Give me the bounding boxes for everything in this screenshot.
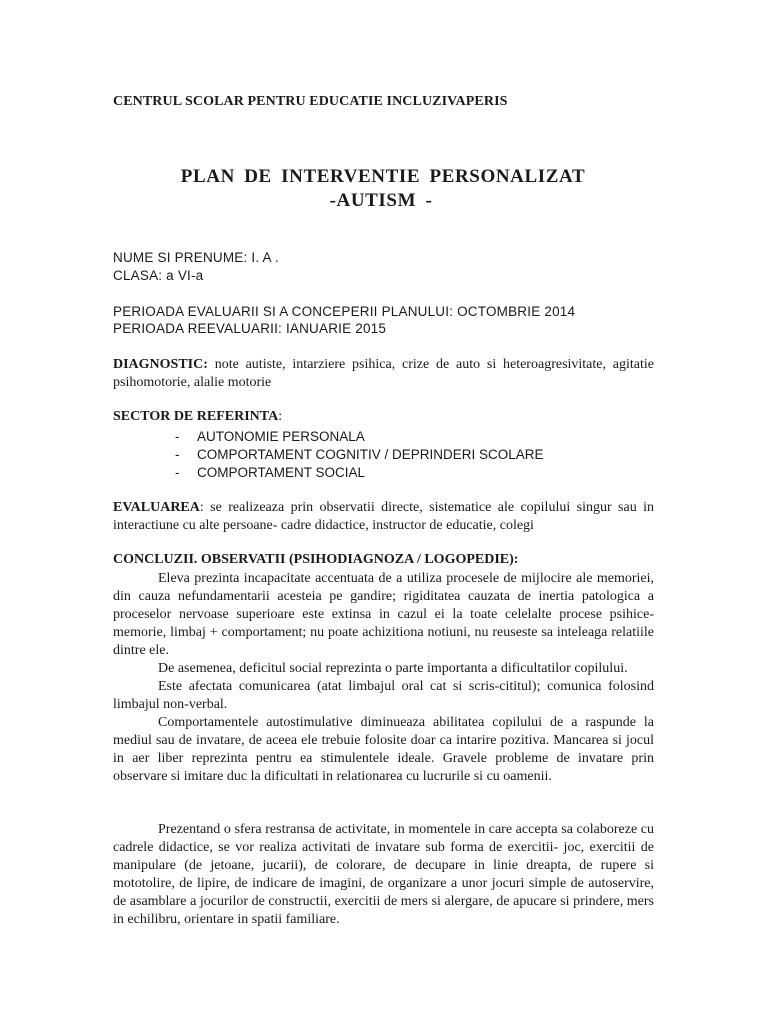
list-item: - COMPORTAMENT COGNITIV / DEPRINDERI SCOLARE (175, 447, 544, 462)
conclusion-paragraph: De asemenea, deficitul social reprezinta o parte importanta a dificultatilor copilului. (158, 661, 628, 676)
document-subtitle: -AUTISM - (329, 190, 433, 211)
conclusion-paragraph: Comportamentele autostimulative diminueaza abilitatea copilului de a raspunde la mediul sau de invatare, de aceea ele trebuie folosite doar ca intarire pozitiva. Mancarea si jocul in aer liber reprezinta pentru ea stimulentele ideale. Gravele probleme de invatare prin observare si imitare duc la dificultati in relationarea cu lucrurile si cu oamenii. (113, 715, 654, 784)
student-name-line: NUME SI PRENUME: I. A . (113, 250, 279, 265)
evaluation-label: EVALUAREA (113, 500, 200, 515)
list-item: - COMPORTAMENT SOCIAL (175, 465, 366, 480)
sector-item-autonomy: AUTONOMIE PERSONALA (197, 429, 365, 444)
conclusions-body (113, 570, 654, 786)
sector-item-social: COMPORTAMENT SOCIAL (197, 465, 366, 480)
sector-item-cognitive: COMPORTAMENT COGNITIV / DEPRINDERI SCOLARE (197, 447, 544, 462)
list-item: - AUTONOMIE PERSONALA (175, 429, 365, 444)
activities-section (113, 821, 654, 929)
conclusion-paragraph: Este afectata comunicarea (atat limbajul oral cat si scris-cititul); comunica folosind limbajul non-verbal. (113, 679, 654, 712)
conclusions-heading: CONCLUZII. OBSERVATII (PSIHODIAGNOZA / LOGOPEDIE): (113, 552, 519, 567)
sector-label-suffix: : (278, 409, 283, 424)
sector-list (175, 428, 544, 482)
conclusion-paragraph: Eleva prezinta incapacitate accentuata de a utiliza procesele de mijlocire ale memoriei, din cauza nefundamentarii acesteia pe gandire; rigiditatea cauzata de inertia patologica a proceselor nervoase superioare este extinsa in cazul ei la toate celelalte procese psihice- memorie, limbaj + comportament; nu poate achizitiona notiuni, nu reuseste sa inteleaga relatiile dintre ele. (113, 571, 654, 658)
diagnostic-section (113, 356, 654, 392)
evaluation-section (113, 499, 654, 535)
school-name: CENTRUL SCOLAR PENTRU EDUCATIE INCLUZIVAPERIS (113, 94, 508, 109)
sector-label: SECTOR DE REFERINTA (113, 409, 279, 424)
reevaluation-period-line: PERIOADA REEVALUARII: IANUARIE 2015 (113, 321, 387, 336)
activities-paragraph: Prezentand o sfera restransa de activitate, in momentele in care accepta sa colaboreze cu cadrele didactice, se vor realiza activitati de invatare sub forma de exercitii- joc, exercitii de manipulare (de jetoane, jucarii), de colorare, de decupare in linie dreapta, de rupere si mototolire, de lipire, de indicare de imagini, de organizare a unor jocuri simple de autoservire, de asamblare a jocurilor de constructii, exercitii de mers si alergare, de apucare si prindere, mers in echilibru, orientare in spatii familiare. (113, 822, 654, 927)
sector-heading (113, 408, 282, 426)
diagnostic-label: DIAGNOSTIC: (113, 357, 208, 372)
student-class-line: CLASA: a VI-a (113, 268, 204, 283)
document-title: PLAN DE INTERVENTIE PERSONALIZAT (180, 166, 586, 187)
diagnostic-text: note autiste, intarziere psihica, crize de auto si heteroagresivitate, agitatie psihomotorie, alalie motorie (113, 357, 654, 390)
evaluation-period-line: PERIOADA EVALUARII SI A CONCEPERII PLANULUI: OCTOMBRIE 2014 (113, 304, 576, 319)
evaluation-text: : se realizeaza prin observatii directe, sistematice ale copilului singur sau in interactiune cu alte persoane- cadre didactice, instructor de educatie, colegi (113, 500, 654, 533)
